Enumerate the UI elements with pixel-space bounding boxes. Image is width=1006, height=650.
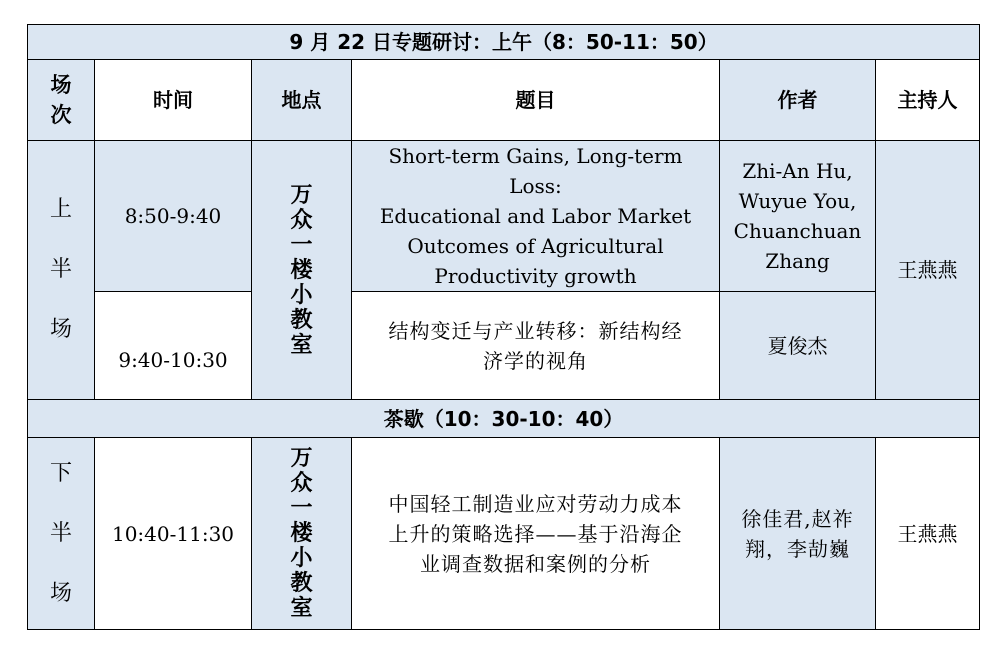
session-1-author: Zhi-An Hu, Wuyue You, Chuanchuan Zhang <box>720 141 876 292</box>
schedule-table <box>27 24 980 630</box>
session-2-time: 9:40-10:30 <box>95 292 252 400</box>
first-half-label: 上 半 场 <box>28 141 95 400</box>
first-half-location: 万 众 一 楼 小 教 室 <box>252 141 352 400</box>
schedule-title: 9 月 22 日专题研讨：上午（8：50-11：50） <box>28 25 980 60</box>
header-topic: 题目 <box>352 60 720 141</box>
session-3-title: 中国轻工制造业应对劳动力成本 上升的策略选择——基于沿海企 业调查数据和案例的分析 <box>352 438 720 630</box>
first-half-host: 王燕燕 <box>876 141 980 400</box>
second-half-label: 下 半 场 <box>28 438 95 630</box>
header-host: 主持人 <box>876 60 980 141</box>
session-1-title: Short-term Gains, Long-term Loss: Educational and Labor Market Outcomes of Agricultural Productivity growth <box>352 141 720 292</box>
header-author: 作者 <box>720 60 876 141</box>
session-2-title: 结构变迁与产业转移：新结构经 济学的视角 <box>352 292 720 400</box>
session-3-time: 10:40-11:30 <box>95 438 252 630</box>
session-3-author: 徐佳君,赵祚 翔，李劼巍 <box>720 438 876 630</box>
header-session: 场 次 <box>28 60 95 141</box>
tea-break-row: 茶歇（10：30-10：40） <box>28 400 980 438</box>
header-time: 时间 <box>95 60 252 141</box>
second-half-host: 王燕燕 <box>876 438 980 630</box>
second-half-location: 万 众 一 楼 小 教 室 <box>252 438 352 630</box>
header-location: 地点 <box>252 60 352 141</box>
session-2-author: 夏俊杰 <box>720 292 876 400</box>
session-1-time: 8:50-9:40 <box>95 141 252 292</box>
